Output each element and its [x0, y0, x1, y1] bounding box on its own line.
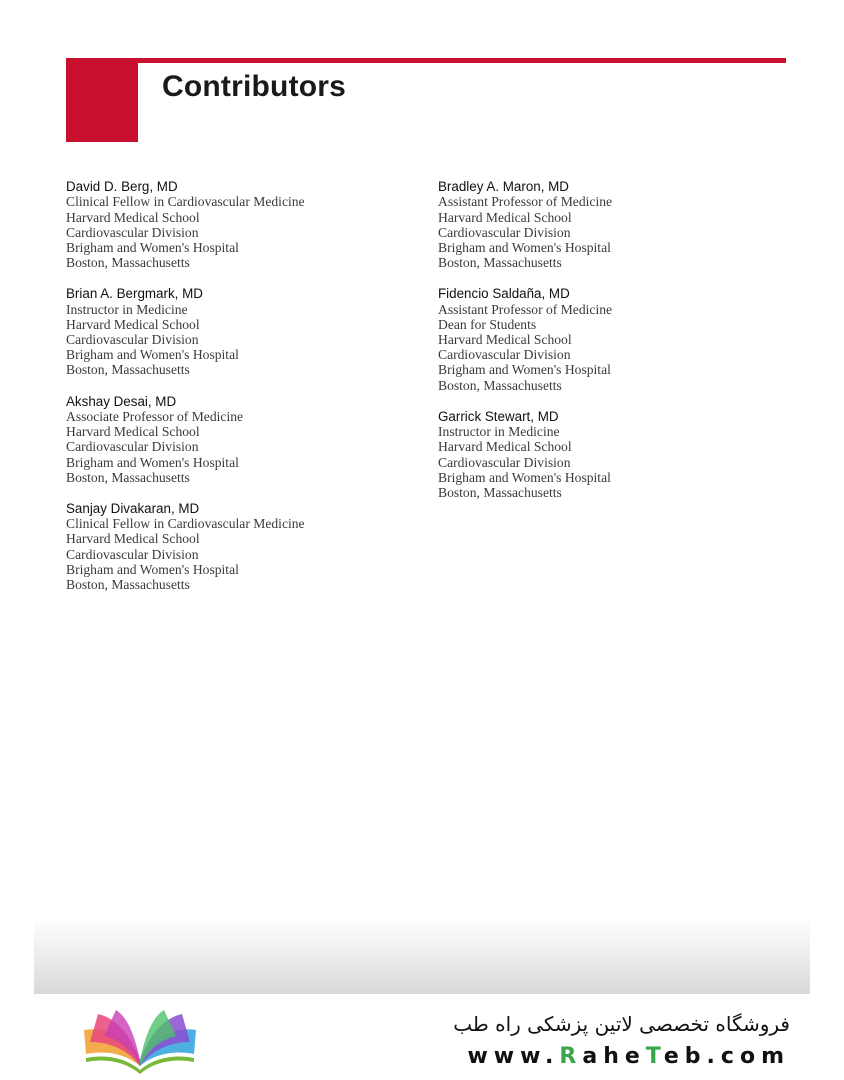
affiliation-line: Harvard Medical School: [66, 424, 200, 440]
url-segment: www.: [467, 1044, 560, 1069]
affiliation-line: Assistant Professor of Medicine: [438, 194, 613, 210]
affiliation-line: Boston, Massachusetts: [438, 377, 562, 393]
affiliation-line: Brigham and Women's Hospital: [66, 454, 239, 470]
url-segment: R: [559, 1044, 583, 1069]
open-book-logo-icon: [76, 1008, 204, 1074]
header-color-block: [66, 58, 138, 142]
header-rule: [66, 58, 786, 63]
contributor-name: David D. Berg, MD: [66, 179, 178, 194]
footer-shadow: [34, 918, 810, 994]
affiliation-line: Harvard Medical School: [66, 316, 200, 332]
affiliation-line: Cardiovascular Division: [438, 224, 571, 240]
affiliation-line: Brigham and Women's Hospital: [438, 239, 611, 255]
affiliation-line: Brigham and Women's Hospital: [66, 347, 239, 363]
affiliation-line: Harvard Medical School: [438, 209, 572, 225]
affiliation-line: Brigham and Women's Hospital: [438, 362, 611, 378]
affiliation-line: Clinical Fellow in Cardiovascular Medicine: [66, 516, 305, 532]
contributor-entry: [438, 409, 778, 500]
affiliation-line: Cardiovascular Division: [66, 439, 199, 455]
affiliation-line: Dean for Students: [438, 316, 537, 332]
contributor-name: Akshay Desai, MD: [66, 393, 177, 409]
affiliation-line: Boston, Massachusetts: [66, 577, 190, 593]
affiliation-line: Cardiovascular Division: [66, 224, 199, 240]
contributor-name: Garrick Stewart, MD: [438, 408, 559, 424]
affiliation-line: Boston, Massachusetts: [66, 469, 190, 485]
affiliation-line: Associate Professor of Medicine: [66, 408, 244, 424]
contributor-name: Sanjay Divakaran, MD: [66, 500, 200, 516]
affiliation-line: Cardiovascular Division: [66, 546, 199, 562]
contributors-left-column: [66, 179, 406, 608]
contributor-name: Fidencio Saldaña, MD: [438, 286, 570, 302]
affiliation-line: Cardiovascular Division: [438, 454, 571, 470]
contributor-name: Brian A. Bergmark, MD: [66, 286, 203, 302]
affiliation-line: Harvard Medical School: [66, 209, 200, 225]
page-title: Contributors: [162, 70, 347, 103]
contributor-entry: [66, 501, 406, 592]
contributor-name: Bradley A. Maron, MD: [438, 179, 569, 194]
affiliation-line: Harvard Medical School: [438, 332, 572, 348]
affiliation-line: Brigham and Women's Hospital: [66, 561, 239, 577]
affiliation-line: Boston, Massachusetts: [438, 255, 562, 271]
affiliation-line: Harvard Medical School: [438, 439, 572, 455]
url-segment: ahe: [582, 1044, 646, 1069]
affiliation-line: Instructor in Medicine: [438, 424, 560, 440]
affiliation-line: Boston, Massachusetts: [66, 362, 190, 378]
url-segment: T: [645, 1044, 664, 1069]
affiliation-line: Cardiovascular Division: [438, 347, 571, 363]
affiliation-line: Clinical Fellow in Cardiovascular Medicine: [66, 194, 305, 210]
affiliation-line: Brigham and Women's Hospital: [66, 239, 239, 255]
contributor-entry: [66, 286, 406, 377]
contributor-entry: [66, 394, 406, 485]
url-segment: eb.com: [663, 1044, 790, 1069]
affiliation-line: Boston, Massachusetts: [66, 255, 190, 271]
affiliation-line: Assistant Professor of Medicine: [438, 301, 613, 317]
affiliation-line: Cardiovascular Division: [66, 332, 199, 348]
store-url[interactable]: [467, 1044, 790, 1069]
store-tagline: فروشگاه تخصصی لاتین پزشکی راه طب: [453, 1012, 790, 1036]
affiliation-line: Boston, Massachusetts: [438, 484, 562, 500]
affiliation-line: Instructor in Medicine: [66, 301, 188, 317]
affiliation-line: Harvard Medical School: [66, 531, 200, 547]
contributor-entry: [438, 286, 778, 393]
affiliation-line: Brigham and Women's Hospital: [438, 469, 611, 485]
contributor-entry: [438, 179, 778, 270]
contributor-entry: [66, 179, 406, 270]
contributors-right-column: [438, 179, 778, 516]
